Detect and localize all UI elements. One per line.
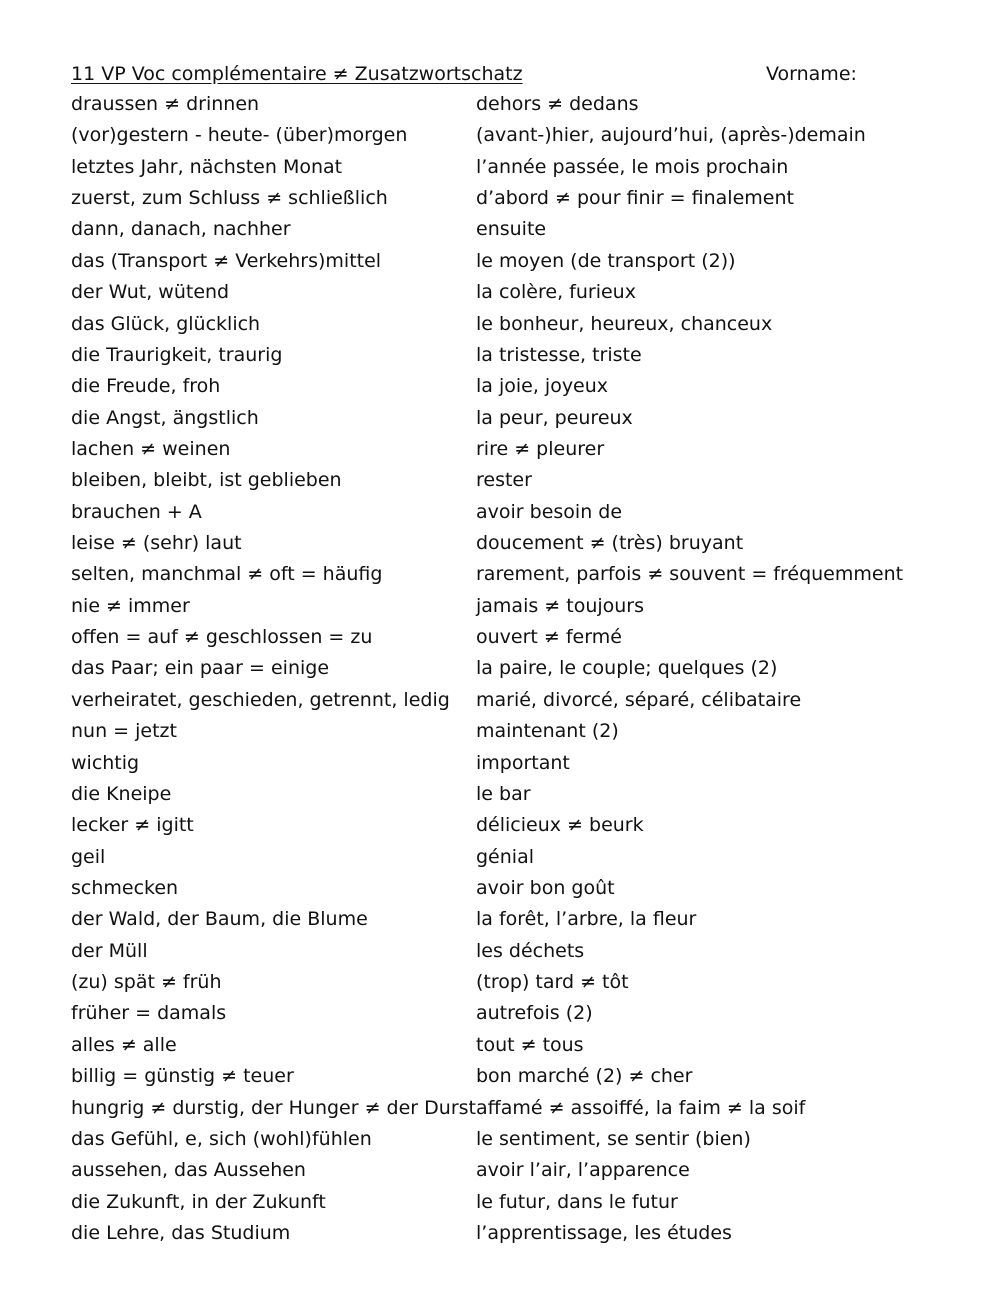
german-term: letztes Jahr, nächsten Monat [71,155,343,178]
french-term: génial [476,845,534,868]
german-term: dann, danach, nachher [71,218,291,241]
vocab-row [71,465,931,496]
german-term: die Freude, froh [71,375,221,398]
vocab-row [71,748,931,779]
german-term: selten, manchmal ≠ oft = häufig [71,563,383,586]
french-term: la forêt, l’arbre, la fleur [476,908,697,931]
french-term: avoir bon goût [476,876,615,899]
vocab-row [71,622,931,653]
first-name-label: Vorname: [766,63,857,85]
french-term: l’apprentissage, les études [476,1221,732,1244]
french-term: bon marché (2) ≠ cher [476,1065,693,1088]
french-term: le sentiment, se sentir (bien) [476,1127,751,1150]
french-term: délicieux ≠ beurk [476,814,644,837]
french-term: l’année passée, le mois prochain [476,155,789,178]
french-term: rester [476,469,532,492]
german-term: verheiratet, geschieden, getrennt, ledig [71,688,450,711]
vocab-row [71,371,931,402]
german-term: bleiben, bleibt, ist geblieben [71,469,342,492]
german-term: zuerst, zum Schluss ≠ schließlich [71,187,388,210]
sheet-title: 11 VP Voc complémentaire ≠ Zusatzwortschatz [71,63,523,85]
vocab-row [71,434,931,465]
german-term: die Traurigkeit, traurig [71,343,283,366]
german-term: das Gefühl, e, sich (wohl)fühlen [71,1127,372,1150]
french-term: le bar [476,782,531,805]
french-term: d’abord ≠ pour finir = finalement [476,187,794,210]
german-term: der Wald, der Baum, die Blume [71,908,368,931]
german-term: wichtig [71,751,140,774]
vocab-row [71,497,931,528]
vocab-row [71,559,931,590]
german-term: alles ≠ alle [71,1033,177,1056]
german-term: aussehen, das Aussehen [71,1159,306,1182]
french-term: autrefois (2) [476,1002,593,1025]
french-term: la peur, peureux [476,406,633,429]
french-term: tout ≠ tous [476,1033,584,1056]
vocab-row [71,120,931,151]
german-term: lecker ≠ igitt [71,814,194,837]
vocab-row [71,1061,931,1092]
vocab-row [71,309,931,340]
vocabulary-list [71,89,931,1249]
vocab-row [71,653,931,684]
french-term: rarement, parfois ≠ souvent = fréquemment [476,563,904,586]
german-term: draussen ≠ drinnen [71,93,260,115]
french-term: doucement ≠ (très) bruyant [476,532,744,555]
vocab-row [71,1124,931,1155]
vocab-row [71,1030,931,1061]
vocab-row [71,779,931,810]
french-term: la colère, furieux [476,281,636,304]
vocab-row [71,842,931,873]
vocab-row [71,1093,931,1124]
vocab-row [71,998,931,1029]
french-term: le bonheur, heureux, chanceux [476,312,773,335]
vocab-row [71,246,931,277]
german-term: die Angst, ängstlich [71,406,259,429]
french-term: affamé ≠ assoiffé, la faim ≠ la soif [476,1096,806,1119]
german-term: früher = damals [71,1002,227,1025]
french-term: important [476,751,570,774]
french-term: (avant-)hier, aujourd’hui, (après-)demain [476,124,866,147]
vocab-row [71,152,931,183]
french-term: jamais ≠ toujours [476,594,645,617]
german-term: brauchen + A [71,500,202,523]
french-term: avoir besoin de [476,500,623,523]
german-term: der Wut, wütend [71,281,230,304]
vocab-row [71,214,931,245]
vocab-row [71,89,931,120]
german-term: schmecken [71,876,179,899]
french-term: (trop) tard ≠ tôt [476,971,629,994]
vocab-row [71,277,931,308]
vocab-row [71,716,931,747]
vocab-row [71,1218,931,1249]
french-term: la tristesse, triste [476,343,642,366]
german-term: das Glück, glücklich [71,312,261,335]
vocab-row [71,873,931,904]
vocab-row [71,403,931,434]
vocab-row [71,685,931,716]
german-term: lachen ≠ weinen [71,437,231,460]
french-term: le moyen (de transport (2)) [476,249,736,272]
vocab-row [71,904,931,935]
french-term: la paire, le couple; quelques (2) [476,657,778,680]
french-term: la joie, joyeux [476,375,609,398]
vocab-row [71,936,931,967]
vocab-row [71,591,931,622]
french-term: ensuite [476,218,547,241]
vocab-row [71,340,931,371]
german-term: offen = auf ≠ geschlossen = zu [71,626,373,649]
german-term: (vor)gestern - heute- (über)morgen [71,124,408,147]
german-term: (zu) spät ≠ früh [71,971,222,994]
vocab-row [71,528,931,559]
german-term: geil [71,845,106,868]
french-term: marié, divorcé, séparé, célibataire [476,688,802,711]
german-term: die Zukunft, in der Zukunft [71,1190,326,1213]
french-term: dehors ≠ dedans [476,93,639,115]
german-term: die Kneipe [71,782,172,805]
german-term: billig = günstig ≠ teuer [71,1065,294,1088]
french-term: le futur, dans le futur [476,1190,678,1213]
german-term: die Lehre, das Studium [71,1221,291,1244]
vocab-row [71,1187,931,1218]
german-term: leise ≠ (sehr) laut [71,532,242,555]
french-term: maintenant (2) [476,720,619,743]
french-term: avoir l’air, l’apparence [476,1159,690,1182]
french-term: les déchets [476,939,585,962]
vocab-row [71,183,931,214]
vocab-row [71,1155,931,1186]
vocab-row [71,810,931,841]
french-term: rire ≠ pleurer [476,437,605,460]
german-term: das Paar; ein paar = einige [71,657,330,680]
sheet-header [71,60,861,88]
french-term: ouvert ≠ fermé [476,626,622,649]
german-term: der Müll [71,939,148,962]
german-term: nun = jetzt [71,720,177,743]
vocab-row [71,967,931,998]
german-term: nie ≠ immer [71,594,190,617]
german-term: hungrig ≠ durstig, der Hunger ≠ der Durst [71,1096,476,1119]
german-term: das (Transport ≠ Verkehrs)mittel [71,249,382,272]
